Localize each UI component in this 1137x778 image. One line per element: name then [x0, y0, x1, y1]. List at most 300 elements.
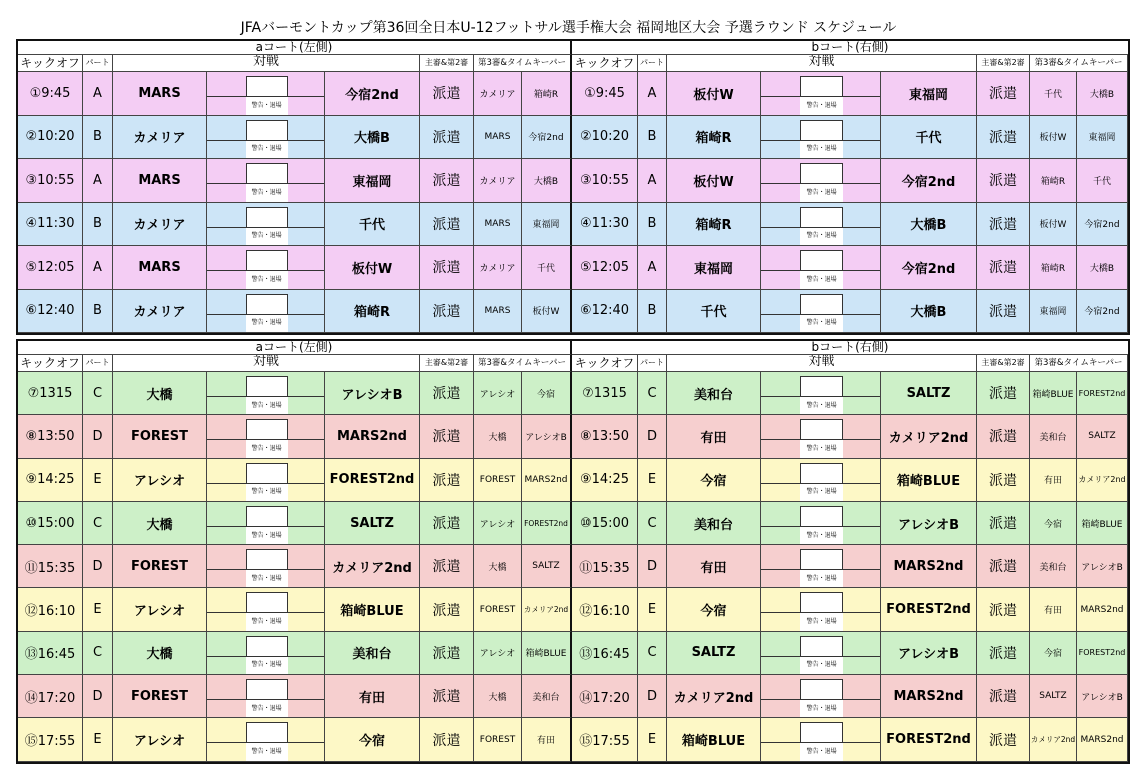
court-a-away-team-cell: [325, 290, 420, 334]
home-team-text: 今宿: [700, 604, 727, 620]
main-referee-text: 派遣: [989, 386, 1017, 403]
third-referee-text: FOREST: [479, 604, 516, 615]
timekeeper-text: 東福岡: [532, 220, 560, 231]
kickoff-text: ①9:45: [584, 85, 625, 101]
court-a-timekeeper-cell: [522, 545, 572, 588]
home-team-text: 千代: [700, 305, 727, 321]
court-a-match-header: [113, 355, 420, 372]
court-a-kickoff-cell: [18, 588, 83, 631]
away-team-text: アレシオB: [341, 387, 403, 403]
part-text: A: [647, 259, 657, 275]
court-b-main-referee-cell: [977, 246, 1030, 290]
court-b-third-referee-cell: [1030, 372, 1077, 415]
timekeeper-text: 板付W: [532, 307, 560, 318]
part-text: E: [647, 732, 657, 748]
match-header-label: 対戦: [252, 355, 279, 369]
main-referee-text: 派遣: [989, 559, 1017, 576]
main-referee-text: 派遣: [432, 689, 461, 706]
away-team-text: 大橋B: [910, 305, 947, 321]
court-a-home-team-cell: [113, 718, 207, 761]
court-a-away-team-cell: [325, 246, 420, 290]
part-text: B: [647, 303, 657, 319]
court-a-timekeeper-cell: [522, 415, 572, 458]
court-a-home-team-cell: [113, 675, 207, 718]
warning-label: 警告・退場: [806, 319, 837, 327]
court-a-kickoff-cell: [18, 116, 83, 160]
kickoff-text: ④11:30: [25, 216, 75, 232]
warning-label: 警告・退場: [806, 574, 837, 582]
court-a-kickoff-cell: [18, 718, 83, 761]
score-entry-box: [800, 636, 843, 656]
score-entry-box: [800, 294, 843, 314]
court-a-main-referee-cell: [420, 290, 474, 334]
court-a-away-team-cell: [325, 116, 420, 160]
kickoff-text: ④11:30: [579, 216, 630, 232]
warning-box: [246, 271, 288, 289]
court-b-main-referee-cell: [977, 675, 1030, 718]
away-team-text: FOREST2nd: [886, 602, 971, 618]
court-b-home-team-cell: [667, 675, 761, 718]
away-team-text: アレシオB: [897, 517, 960, 533]
score-entry-box: [800, 463, 843, 483]
home-team-text: アレシオ: [133, 734, 186, 750]
court-a-kickoff-cell: [18, 246, 83, 290]
court-b-part-cell: [638, 545, 667, 588]
court-b-home-team-cell: [667, 372, 761, 415]
kickoff-header-label: キックオフ: [574, 356, 635, 370]
warning-label: 警告・退場: [251, 319, 282, 327]
timekeeper-text: 千代: [1092, 176, 1111, 187]
away-team-text: 今宿: [358, 734, 385, 750]
court-a-part-cell: [83, 459, 113, 502]
score-entry-box: [246, 679, 288, 699]
court-a-part-cell: [83, 203, 113, 247]
warning-box: [246, 527, 288, 544]
court-b-part-header: [638, 355, 667, 372]
court-b-kickoff-cell: [572, 159, 638, 203]
court-b-timekeeper-cell: [1077, 203, 1128, 247]
home-team-text: MARS: [138, 85, 181, 101]
court-a-label: aコート(左側): [255, 341, 333, 354]
court-a-third-referee-cell: [474, 159, 522, 203]
court-a-timekeeper-cell: [522, 203, 572, 247]
court-b-away-team-cell: [881, 415, 977, 458]
court-a-header: [18, 41, 572, 55]
home-team-text: 箱崎R: [695, 218, 732, 234]
home-team-text: 美和台: [693, 517, 733, 533]
court-a-away-team-cell: [325, 159, 420, 203]
court-a-part-cell: [83, 502, 113, 545]
home-team-text: 有田: [700, 430, 727, 446]
court-b-home-team-cell: [667, 502, 761, 545]
court-a-timekeeper-cell: [522, 72, 572, 116]
warning-label: 警告・退場: [251, 401, 282, 409]
court-b-timekeeper-cell: [1077, 116, 1128, 160]
court-a-away-team-cell: [325, 545, 420, 588]
court-a-home-team-cell: [113, 203, 207, 247]
page-title-text: JFAバーモントカップ第36回全日本U-12フットサル選手権大会 福岡地区大会 予選ラウンド スケジュール: [240, 20, 897, 36]
home-team-text: アレシオ: [133, 604, 186, 620]
part-text: E: [647, 472, 657, 488]
warning-box: [246, 97, 288, 115]
court-b-score-cell: [761, 588, 881, 631]
home-team-text: FOREST: [130, 688, 189, 704]
third-referee-text: FOREST: [479, 734, 516, 745]
kickoff-text: ⑭17:20: [24, 690, 76, 706]
main-referee-text: 派遣: [432, 86, 461, 103]
away-team-text: 千代: [358, 218, 385, 234]
court-b-third-referee-cell: [1030, 159, 1077, 203]
third-referee-text: カメリア: [479, 176, 516, 187]
court-b-timekeeper-cell: [1077, 372, 1128, 415]
warning-label: 警告・退場: [251, 748, 282, 756]
third-referee-text: MARS: [484, 218, 511, 229]
court-b-home-team-cell: [667, 459, 761, 502]
home-team-text: カメリア: [133, 218, 186, 234]
warning-box: [800, 184, 843, 202]
court-a-home-team-cell: [113, 372, 207, 415]
court-a-kickoff-cell: [18, 459, 83, 502]
court-a-kickoff-cell: [18, 159, 83, 203]
home-team-text: 有田: [700, 560, 727, 576]
kickoff-text: ⑧13:50: [25, 428, 75, 444]
court-a-away-team-cell: [325, 632, 420, 675]
warning-box: [246, 700, 288, 717]
court-b-score-cell: [761, 415, 881, 458]
court-b-score-cell: [761, 675, 881, 718]
warning-label: 警告・退場: [251, 661, 282, 669]
warning-box: [800, 141, 843, 159]
court-b-part-cell: [638, 415, 667, 458]
court-b-main-referee-cell: [977, 718, 1030, 761]
warning-box: [246, 657, 288, 674]
court-a-kickoff-cell: [18, 545, 83, 588]
warning-box: [246, 570, 288, 587]
part-header-label: パート: [640, 358, 664, 367]
court-b-kickoff-cell: [572, 588, 638, 631]
court-b-part-cell: [638, 459, 667, 502]
court-a-timekeeper-cell: [522, 675, 572, 718]
court-b-third-referee-cell: [1030, 246, 1077, 290]
score-entry-box: [800, 592, 843, 612]
home-team-text: SALTZ: [691, 645, 736, 661]
court-b-third-referee-cell: [1030, 588, 1077, 631]
warning-label: 警告・退場: [251, 101, 282, 109]
court-a-timekeeper-cell: [522, 632, 572, 675]
court-b-score-cell: [761, 502, 881, 545]
court-a-third-referee-cell: [474, 72, 522, 116]
court-b-away-team-cell: [881, 372, 977, 415]
match-header-label: 対戦: [252, 55, 279, 69]
away-team-text: 箱崎R: [353, 305, 390, 321]
court-a-third-referee-cell: [474, 718, 522, 761]
warning-label: 警告・退場: [251, 232, 282, 240]
third-referee-text: 有田: [1043, 606, 1062, 617]
court-a-timekeeper-cell: [522, 502, 572, 545]
main-referee-text: 派遣: [989, 429, 1017, 446]
warning-box: [800, 700, 843, 717]
warning-box: [800, 97, 843, 115]
main-referee-text: 派遣: [989, 260, 1017, 277]
warning-box: [246, 184, 288, 202]
score-entry-box: [246, 722, 288, 742]
court-a-timekeeper-cell: [522, 588, 572, 631]
court-a-home-team-cell: [113, 632, 207, 675]
court-b-main-referee-cell: [977, 159, 1030, 203]
court-a-score-cell: [207, 718, 325, 761]
court-a-main-referee-cell: [420, 415, 474, 458]
timekeeper-text: FOREST2nd: [1078, 648, 1126, 658]
main-referee-text: 派遣: [989, 645, 1017, 662]
court-b-away-team-cell: [881, 116, 977, 160]
home-team-text: 大橋: [146, 647, 173, 663]
court-b-main-referee-cell: [977, 372, 1030, 415]
away-team-text: 大橋B: [354, 131, 390, 147]
kickoff-text: ②10:20: [579, 129, 630, 145]
court-b-score-cell: [761, 203, 881, 247]
court-a-away-team-cell: [325, 203, 420, 247]
court-a-third-referee-cell: [474, 246, 522, 290]
court-b-away-team-cell: [881, 203, 977, 247]
main-referee-text: 派遣: [989, 303, 1017, 320]
warning-label: 警告・退場: [806, 232, 837, 240]
warning-label: 警告・退場: [806, 618, 837, 626]
court-b-kickoff-cell: [572, 545, 638, 588]
court-b-timekeeper-cell: [1077, 459, 1128, 502]
warning-box: [800, 657, 843, 674]
warning-box: [800, 743, 843, 760]
part-text: D: [92, 558, 103, 574]
court-b-kickoff-cell: [572, 72, 638, 116]
court-a-score-cell: [207, 246, 325, 290]
court-a-home-team-cell: [113, 116, 207, 160]
court-a-kickoff-cell: [18, 203, 83, 247]
kickoff-text: ⑪15:35: [579, 560, 630, 576]
main-referee-text: 派遣: [432, 303, 461, 320]
court-b-part-cell: [638, 203, 667, 247]
court-b-timekeeper-cell: [1077, 588, 1128, 631]
warning-label: 警告・退場: [806, 444, 837, 452]
court-a-away-team-cell: [325, 588, 420, 631]
court-b-away-team-cell: [881, 675, 977, 718]
kickoff-text: ③10:55: [579, 172, 630, 188]
court-b-third-referee-cell: [1030, 502, 1077, 545]
court-b-away-team-cell: [881, 246, 977, 290]
court-a-away-team-cell: [325, 72, 420, 116]
schedule-table-afternoon: [16, 339, 1130, 764]
court-b-timekeeper-cell: [1077, 718, 1128, 761]
warning-label: 警告・退場: [806, 748, 837, 756]
referee-header-label: 主審&第2審: [424, 358, 469, 367]
court-b-third-referee-cell: [1030, 116, 1077, 160]
kickoff-text: ⑬16:45: [24, 647, 76, 663]
home-team-text: 板付W: [693, 87, 734, 103]
warning-label: 警告・退場: [806, 704, 837, 712]
court-b-main-referee-cell: [977, 545, 1030, 588]
court-b-main-referee-cell: [977, 290, 1030, 334]
court-a-kickoff-cell: [18, 675, 83, 718]
away-team-text: 大橋B: [910, 218, 947, 234]
court-b-score-cell: [761, 116, 881, 160]
warning-box: [246, 228, 288, 246]
court-a-timekeeper-cell: [522, 372, 572, 415]
part-header-label: パート: [85, 358, 110, 367]
away-team-text: 千代: [915, 131, 942, 147]
home-team-text: FOREST: [130, 428, 189, 444]
timekeeper-text: 東福岡: [1088, 133, 1116, 144]
court-b-kickoff-cell: [572, 718, 638, 761]
court-b-timekeeper-cell: [1077, 675, 1128, 718]
court-b-kickoff-header: [572, 55, 638, 72]
court-b-kickoff-header: [572, 355, 638, 372]
part-text: E: [93, 732, 102, 748]
third-referee-text: 美和台: [1039, 432, 1067, 443]
main-referee-text: 派遣: [989, 173, 1017, 190]
home-team-text: カメリア: [133, 305, 186, 321]
court-b-timekeeper-cell: [1077, 632, 1128, 675]
court-a-timekeeper-cell: [522, 159, 572, 203]
kickoff-text: ⑩15:00: [25, 515, 75, 531]
court-a-kickoff-cell: [18, 502, 83, 545]
warning-label: 警告・退場: [251, 574, 282, 582]
court-a-away-team-cell: [325, 459, 420, 502]
part-text: D: [92, 428, 103, 444]
third-referee-text: 箱崎BLUE: [1032, 389, 1074, 400]
court-a-away-team-cell: [325, 675, 420, 718]
court-b-timekeeper-cell: [1077, 290, 1128, 334]
court-b-main-referee-cell: [977, 502, 1030, 545]
main-referee-text: 派遣: [432, 216, 461, 233]
away-team-text: MARS2nd: [893, 688, 964, 704]
court-a-main-referee-cell: [420, 72, 474, 116]
score-entry-box: [246, 294, 288, 314]
court-b-kickoff-cell: [572, 632, 638, 675]
court-b-away-team-cell: [881, 588, 977, 631]
timekeeper-text: 今宿2nd: [1084, 220, 1120, 231]
court-b-part-cell: [638, 72, 667, 116]
court-b-away-team-cell: [881, 545, 977, 588]
away-team-text: カメリア2nd: [332, 560, 412, 576]
warning-label: 警告・退場: [806, 531, 837, 539]
home-team-text: MARS: [138, 172, 181, 188]
warning-box: [800, 315, 843, 333]
timekeeper-text: アレシオB: [525, 432, 567, 443]
kickoff-text: ⑩15:00: [579, 515, 630, 531]
court-b-kickoff-cell: [572, 116, 638, 160]
away-team-text: MARS2nd: [893, 558, 964, 574]
part-text: B: [647, 216, 657, 232]
court-a-score-cell: [207, 203, 325, 247]
warning-box: [246, 440, 288, 457]
timekeeper-text: MARS2nd: [524, 474, 568, 485]
warning-label: 警告・退場: [806, 488, 837, 496]
court-a-part-cell: [83, 545, 113, 588]
court-b-timekeeper-cell: [1077, 415, 1128, 458]
court-a-third-referee-cell: [474, 588, 522, 631]
referee-header-label: 主審&第2審: [981, 58, 1025, 67]
kickoff-text: ⑧13:50: [579, 428, 630, 444]
main-referee-text: 派遣: [432, 429, 461, 446]
court-b-timekeeper-cell: [1077, 545, 1128, 588]
main-referee-text: 派遣: [989, 129, 1017, 146]
main-referee-text: 派遣: [989, 516, 1017, 533]
match-header-label: 対戦: [808, 355, 835, 369]
kickoff-text: ⑨14:25: [579, 472, 630, 488]
court-a-main-referee-cell: [420, 116, 474, 160]
kickoff-text: ⑦1315: [582, 385, 627, 401]
warning-box: [246, 613, 288, 630]
third-referee-text: 大橋: [488, 692, 507, 703]
referee-header-label: 主審&第2審: [424, 58, 469, 67]
court-a-score-cell: [207, 116, 325, 160]
part-header-label: パート: [85, 58, 110, 67]
third-referee-text: 大橋: [488, 432, 507, 443]
court-a-main-referee-cell: [420, 159, 474, 203]
court-b-third-referee-cell: [1030, 72, 1077, 116]
court-b-home-team-cell: [667, 246, 761, 290]
court-b-home-team-cell: [667, 632, 761, 675]
court-b-kickoff-cell: [572, 246, 638, 290]
warning-box: [246, 315, 288, 333]
score-entry-box: [800, 506, 843, 526]
kickoff-text: ⑫16:10: [579, 604, 630, 620]
away-team-text: FOREST2nd: [329, 472, 415, 488]
court-b-part-cell: [638, 159, 667, 203]
third-referee-text: 今宿: [1043, 519, 1062, 530]
main-referee-text: 派遣: [432, 516, 461, 533]
kickoff-header-label: キックオフ: [20, 356, 80, 370]
court-a-part-cell: [83, 116, 113, 160]
court-b-part-cell: [638, 632, 667, 675]
page-title: [0, 19, 1137, 37]
court-a-away-team-cell: [325, 372, 420, 415]
main-referee-text: 派遣: [432, 129, 461, 146]
score-entry-box: [246, 592, 288, 612]
court-b-home-team-cell: [667, 72, 761, 116]
court-a-home-team-cell: [113, 502, 207, 545]
away-team-text: 箱崎BLUE: [340, 604, 404, 620]
court-a-score-cell: [207, 72, 325, 116]
court-a-third-referee-cell: [474, 632, 522, 675]
third-referee-text: アレシオ: [479, 389, 516, 400]
court-a-third-referee-cell: [474, 415, 522, 458]
away-team-text: 美和台: [352, 647, 392, 663]
warning-box: [246, 141, 288, 159]
court-b-kickoff-cell: [572, 415, 638, 458]
court-a-score-cell: [207, 290, 325, 334]
court-b-main-referee-cell: [977, 116, 1030, 160]
court-a-third-referee-timekeeper-header: [474, 355, 572, 372]
warning-label: 警告・退場: [251, 531, 282, 539]
main-referee-text: 派遣: [989, 732, 1017, 749]
home-team-text: 大橋: [146, 517, 173, 533]
main-referee-text: 派遣: [989, 689, 1017, 706]
warning-box: [800, 484, 843, 501]
part-text: A: [647, 85, 657, 101]
warning-box: [800, 527, 843, 544]
court-b-home-team-cell: [667, 415, 761, 458]
main-referee-text: 派遣: [432, 472, 461, 489]
court-a-score-cell: [207, 632, 325, 675]
court-b-part-cell: [638, 502, 667, 545]
kickoff-text: ①9:45: [29, 85, 71, 101]
court-a-part-cell: [83, 632, 113, 675]
court-a-score-cell: [207, 502, 325, 545]
timekeeper-text: 今宿2nd: [528, 133, 564, 144]
court-b-kickoff-cell: [572, 502, 638, 545]
court-b-main-referee-cell: [977, 415, 1030, 458]
score-entry-box: [800, 76, 843, 96]
